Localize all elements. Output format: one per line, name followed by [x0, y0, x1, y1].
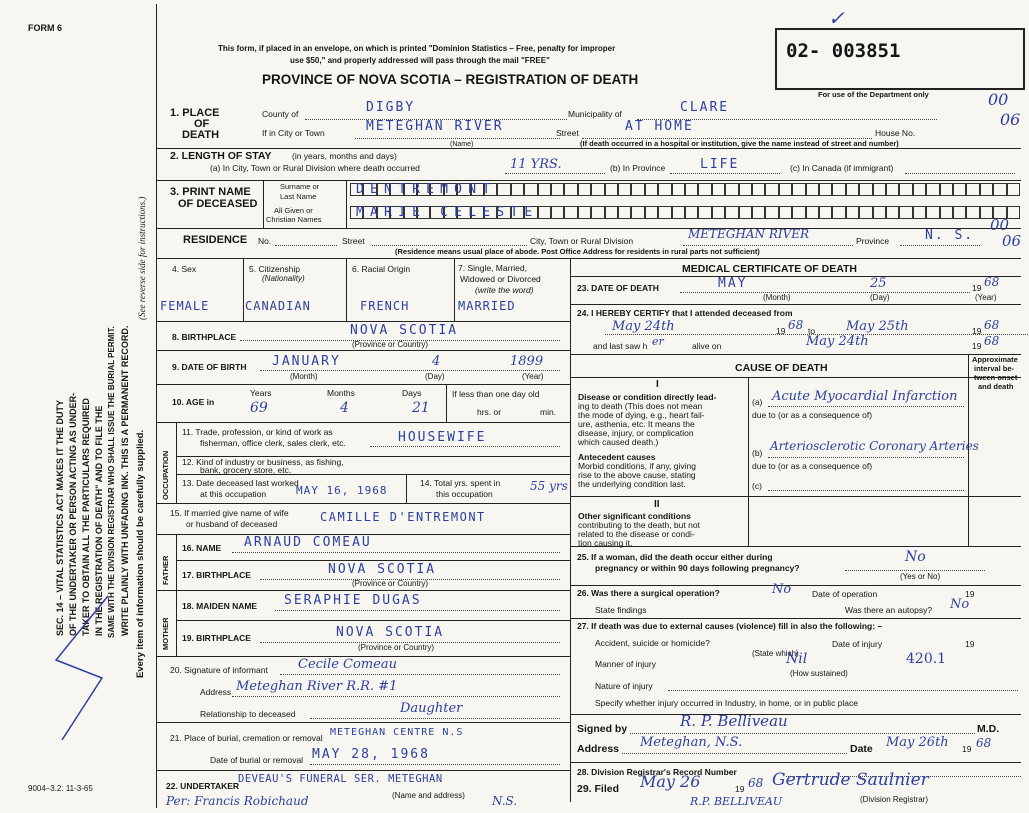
name-letter-cell [578, 206, 591, 219]
informant-signature: Cecile Comeau [298, 657, 397, 672]
q25-value: No [905, 549, 926, 565]
stay-hint: (in years, months and days) [292, 151, 397, 161]
nature-label: Nature of injury [595, 681, 653, 691]
registrar-hint: (Division Registrar) [860, 795, 929, 804]
undertaker-label: 22. UNDERTAKER [166, 781, 240, 791]
name-letter-cell [712, 183, 725, 196]
name-letter-cell [672, 206, 685, 219]
mother-birthplace-label: 19. BIRTHPLACE [182, 633, 251, 643]
q26-value: No [772, 582, 792, 597]
signed-address-label: Address [577, 743, 620, 755]
spouse-value: CAMILLE D'ENTREMONT [320, 510, 486, 524]
to-label: to [808, 326, 816, 336]
form-label: FORM 6 [28, 23, 63, 33]
how-sustained: (How sustained) [790, 669, 848, 678]
occupation-section-label: OCCUPATION [161, 450, 170, 500]
filed-year-prefix: 19 [735, 784, 745, 794]
sex-label: 4. Sex [172, 264, 197, 274]
spouse-label-1: 15. If married give name of wife [170, 508, 289, 518]
name-letter-cell [645, 206, 658, 219]
signed-address: Meteghan, N.S. [640, 735, 743, 750]
alive-on: May 24th [806, 334, 869, 349]
county-value: DIGBY [366, 100, 416, 115]
disease-2: ing to death (This does not mean [578, 401, 703, 411]
signed-date-label: Date [850, 743, 873, 755]
burial-place-label: 21. Place of burial, cremation or removal [170, 733, 323, 743]
other-4: tion causing it. [578, 538, 633, 548]
due-a: due to (or as a consequence of) [752, 410, 873, 420]
marital-value: MARRIED [458, 299, 516, 313]
total-years-label-2: this occupation [436, 489, 493, 499]
place-code-2: 06 [1000, 110, 1021, 129]
residence-no-label: No. [258, 236, 272, 246]
relationship-value: Daughter [400, 701, 463, 716]
mother-section-label: MOTHER [161, 617, 170, 650]
signed-signature: R. P. Belliveau [680, 712, 788, 730]
disease-3: the mode of dying, e.g., heart fail- [578, 410, 705, 420]
name-letter-cell [859, 206, 872, 219]
filed-year: 68 [748, 776, 764, 790]
death-date-label: 23. DATE OF DEATH [577, 283, 659, 293]
last-seen-mark: er [652, 335, 664, 348]
birthplace-value: NOVA SCOTIA [350, 323, 459, 338]
stay-b-value: LIFE [700, 157, 740, 172]
antecedent-1: Morbid conditions, if any, giving [578, 461, 696, 471]
name-letter-cell [926, 206, 939, 219]
name-letter-cell [859, 183, 872, 196]
name-letter-cell [899, 183, 912, 196]
to-year: 68 [984, 318, 1000, 332]
informant-address-label: Address [200, 687, 232, 697]
name-letter-cell [779, 183, 792, 196]
place-label-2: OF [194, 118, 210, 130]
from-year: 68 [788, 318, 804, 332]
antecedent-2: rise to the above cause, stating [578, 470, 696, 480]
name-letter-cell [752, 183, 765, 196]
surname-label-2: Last Name [280, 192, 317, 201]
signed-year: 68 [976, 736, 992, 750]
name-letter-cell [551, 183, 564, 196]
undertaker-ns: N.S. [492, 794, 518, 808]
injury-year-prefix: 19 [965, 639, 975, 649]
trade-value: HOUSEWIFE [398, 430, 487, 445]
side-text-5: SAME WITH THE DIVISION REGISTRAR WHO SHALL ISSUE THE BURIAL PERMIT. [107, 326, 116, 638]
days-label: Days [402, 388, 422, 398]
side-text-2: OF THE UNDERTAKER OR PERSON ACTING AS UNDER- [68, 392, 78, 636]
name-label-2: OF DECEASED [178, 198, 258, 210]
min-label: min. [540, 407, 557, 417]
name-letter-cell [832, 183, 845, 196]
name-label-1: 3. PRINT NAME [170, 186, 251, 198]
certify-label: 24. I HEREBY CERTIFY that I attended deceased from [577, 308, 793, 318]
record-number-label: 28. Division Registrar's Record Number [577, 767, 737, 777]
name-letter-cell [765, 183, 778, 196]
city-value: METEGHAN RIVER [366, 119, 504, 134]
side-text-3: TAKER TO OBTAIN ALL THE PARTICULARS REQUIRED [81, 398, 91, 636]
state-which: (State which) [752, 649, 799, 658]
name-letter-cell [886, 206, 899, 219]
name-letter-cell [618, 183, 631, 196]
residence-note: (Residence means usual place of abode. Post Office Address for residents in rural parts not sufficient) [395, 247, 760, 256]
name-letter-cell [578, 183, 591, 196]
death-year-hint: (Year) [975, 293, 997, 302]
given-label-1: All Given or [274, 206, 313, 215]
surname-value: DENTREMONT [356, 182, 497, 197]
other-3: related to the disease or condi- [578, 529, 695, 539]
name-letter-cell [725, 183, 738, 196]
antecedent-3: the underlying condition last. [578, 479, 686, 489]
part-1: I [656, 379, 659, 390]
disease-4: ure, asthenia, etc. It means the [578, 419, 695, 429]
name-letter-cell [926, 183, 939, 196]
name-letter-cell [913, 183, 926, 196]
name-letter-cell [591, 183, 604, 196]
name-letter-cell [605, 206, 618, 219]
province-value: N. S. [925, 228, 975, 243]
place-label-1: 1. PLACE [170, 107, 220, 119]
undertaker-per: Per: Francis Robichaud [166, 794, 309, 808]
name-letter-cell [1007, 183, 1020, 196]
street-label: Street [556, 128, 579, 138]
death-month: MAY [718, 276, 748, 291]
residence-code-2: 06 [1002, 232, 1022, 250]
stay-a-label: (a) In City, Town or Rural Division where death occurred [210, 163, 420, 173]
residence-code-1: 00 [990, 216, 1010, 234]
name-letter-cell [658, 206, 671, 219]
check-mark-icon: ✓ [828, 6, 845, 30]
dob-month-hint: (Month) [290, 372, 318, 381]
name-letter-cell [899, 206, 912, 219]
name-letter-cell [591, 206, 604, 219]
name-letter-cell [618, 206, 631, 219]
origin-label: 6. Racial Origin [352, 264, 411, 274]
industry-label-1: 12. Kind of industry or business, as fishing, [182, 457, 344, 467]
name-letter-cell [672, 183, 685, 196]
name-letter-cell [792, 183, 805, 196]
other-2: contributing to the death, but not [578, 520, 700, 530]
father-birthplace-label: 17. BIRTHPLACE [182, 570, 251, 580]
autopsy-label: Was there an autopsy? [845, 605, 933, 615]
municipality-value: CLARE [680, 100, 730, 115]
dob-year: 1899 [510, 354, 544, 369]
surname-label-1: Surname or [280, 182, 320, 191]
birthplace-label: 8. BIRTHPLACE [172, 332, 237, 342]
name-letter-cell [873, 183, 886, 196]
place-code-1: 00 [988, 90, 1009, 109]
name-letter-cell [645, 183, 658, 196]
spouse-label-2: or husband of deceased [186, 519, 278, 529]
name-letter-cell [832, 206, 845, 219]
q25-line-2: pregnancy or within 90 days following pregnancy? [595, 563, 800, 573]
given-label-2: Christian Names [266, 215, 322, 224]
due-b: due to (or as a consequence of) [752, 461, 873, 471]
name-letter-cell [940, 183, 953, 196]
mother-name-label: 18. MAIDEN NAME [182, 601, 258, 611]
dob-day-hint: (Day) [425, 372, 445, 381]
name-letter-cell [538, 206, 551, 219]
undertaker-value: DEVEAU'S FUNERAL SER. METEGHAN [238, 773, 443, 785]
years-label: Years [250, 388, 272, 398]
signed-date: May 26th [886, 735, 949, 750]
stay-b-label: (b) In Province [610, 163, 666, 173]
father-birthplace-hint: (Province or Country) [352, 579, 429, 588]
part-2: II [654, 499, 660, 510]
age-years: 69 [250, 400, 268, 416]
father-name-value: ARNAUD COMEAU [244, 535, 372, 550]
name-letter-cell [765, 206, 778, 219]
residence-label: RESIDENCE [183, 234, 248, 246]
citizenship-value: CANADIAN [245, 299, 311, 313]
registrar-signature: Gertrude Saulnier [772, 770, 929, 790]
burial-place-value: METEGHAN CENTRE N.S [330, 727, 464, 738]
attended-to: May 25th [846, 319, 909, 334]
name-letter-cell [725, 206, 738, 219]
side-scribble [48, 590, 128, 750]
name-letter-cell [846, 206, 859, 219]
side-text-7: Every item of information should be carefully supplied. [135, 429, 146, 678]
death-year-prefix: 19 [972, 283, 982, 293]
death-day-hint: (Day) [870, 293, 890, 302]
state-findings: State findings [595, 605, 647, 615]
citizenship-hint: (Nationality) [262, 274, 305, 283]
cause-title: CAUSE OF DEATH [735, 362, 828, 374]
name-letter-cell [806, 183, 819, 196]
given-value: MARIE CELESTE [356, 205, 539, 220]
disease-1: Disease or condition directly lead- [578, 392, 717, 402]
name-letter-cell [966, 206, 979, 219]
signed-year-prefix: 19 [962, 744, 972, 754]
trade-label-2: fisherman, office clerk, sales clerk, etc. [200, 438, 346, 448]
form-code: 9004–3.2: 11-3-65 [28, 784, 93, 793]
informant-sig-label: 20. Signature of informant [170, 665, 268, 675]
informant-address: Meteghan River R.R. #1 [236, 679, 398, 694]
death-month-hint: (Month) [763, 293, 791, 302]
name-letter-cell [779, 206, 792, 219]
name-letter-cell [913, 206, 926, 219]
filed-value: May 26 [640, 772, 701, 791]
last-worked-value: MAY 16, 1968 [296, 484, 388, 497]
name-letter-cell [806, 206, 819, 219]
marital-label-2: Widowed or Divorced [460, 274, 541, 284]
antecedent-title: Antecedent causes [578, 452, 656, 462]
injury-date-label: Date of injury [832, 639, 883, 649]
age-label: 10. AGE in [172, 397, 215, 407]
mother-birthplace-value: NOVA SCOTIA [336, 625, 445, 640]
side-text-1: SEC. 14 – VITAL STATISTICS ACT MAKES IT THE DUTY [55, 399, 65, 636]
name-letter-cell [739, 206, 752, 219]
md-label: M.D. [977, 723, 1000, 735]
death-year: 68 [984, 275, 1000, 289]
name-letter-cell [631, 206, 644, 219]
registrar-initials: R.P. BELLIVEAU [690, 795, 783, 808]
name-letter-cell [966, 183, 979, 196]
other-1: Other significant conditions [578, 511, 691, 521]
name-letter-cell [698, 206, 711, 219]
last-worked-label-2: at this occupation [200, 489, 267, 499]
name-letter-cell [739, 183, 752, 196]
dept-use-label: For use of the Department only [818, 90, 929, 99]
filed-label: 29. Filed [577, 783, 620, 795]
name-letter-cell [953, 183, 966, 196]
header-notice-1: This form, if placed in an envelope, on which is printed "Dominion Statistics – Free, penalty for improper [218, 44, 616, 53]
q25-hint: (Yes or No) [900, 572, 941, 581]
house-label: House No. [875, 128, 916, 138]
total-years-label-1: 14. Total yrs. spent in [420, 478, 501, 488]
cause-a-label: (a) [752, 397, 763, 407]
interval-label-3: tween onset [974, 373, 1018, 382]
name-letter-cell [980, 183, 993, 196]
accident-label: Accident, suicide or homicide? [595, 638, 710, 648]
name-letter-cell [564, 183, 577, 196]
trade-label-1: 11. Trade, profession, or kind of work as [182, 427, 333, 437]
manner-value: Nil [786, 651, 808, 667]
burial-date-label: Date of burial or removal [210, 755, 304, 765]
place-label-3: DEATH [182, 129, 220, 141]
residence-street-label: Street [342, 236, 365, 246]
interval-label-1: Approximate [972, 355, 1018, 364]
name-letter-cell [940, 206, 953, 219]
name-letter-cell [658, 183, 671, 196]
stay-a-value: 11 YRS. [510, 157, 562, 172]
father-section-label: FATHER [161, 555, 170, 585]
name-letter-cell [631, 183, 644, 196]
residence-city-label: City, Town or Rural Division [530, 236, 634, 246]
name-letter-cell [712, 206, 725, 219]
father-birthplace-value: NOVA SCOTIA [328, 562, 437, 577]
name-letter-cell [846, 183, 859, 196]
province-label: Province [856, 236, 890, 246]
to-year-prefix: 19 [972, 326, 982, 336]
sex-value: FEMALE [160, 299, 210, 313]
industry-label-2: bank, grocery store, etc. [200, 465, 292, 475]
municipality-label: Municipality of [568, 109, 622, 119]
name-letter-cell [551, 206, 564, 219]
q26-label: 26. Was there a surgical operation? [577, 588, 720, 598]
name-letter-cell [873, 206, 886, 219]
name-letter-cell [538, 183, 551, 196]
marital-label-3: (write the word) [475, 285, 534, 295]
relationship-label: Relationship to deceased [200, 709, 296, 719]
street-value: AT HOME [625, 119, 694, 134]
age-days: 21 [412, 400, 430, 416]
disease-6: which caused death.) [578, 437, 659, 447]
city-label: If in City or Town [262, 128, 325, 138]
hospital-note: (If death occurred in a hospital or institution, give the name instead of street and number) [580, 139, 899, 148]
birthplace-hint: (Province or Country) [352, 340, 429, 349]
dob-day: 4 [432, 354, 441, 369]
icd-code: 420.1 [906, 651, 947, 667]
specify-label: Specify whether injury occurred in Industry, in home, or in public place [595, 698, 858, 708]
name-letter-cell [685, 183, 698, 196]
alive-on-label: alive on [692, 341, 722, 351]
name-letter-cell [524, 183, 537, 196]
autopsy-value: No [950, 597, 970, 612]
cause-c-label: (c) [752, 481, 762, 491]
burial-date-value: MAY 28, 1968 [312, 747, 430, 762]
registration-number: 02- 003851 [786, 40, 901, 62]
dob-label: 9. DATE OF BIRTH [172, 362, 247, 372]
mother-name-value: SERAPHIE DUGAS [284, 593, 422, 608]
last-seen-label: and last saw h [593, 341, 648, 351]
name-letter-cell [819, 183, 832, 196]
signed-label: Signed by [577, 723, 628, 735]
name-letter-cell [685, 206, 698, 219]
header-notice-2: use $50," and properly addressed will pass through the mail "FREE" [290, 56, 550, 65]
q25-line-1: 25. If a woman, did the death occur either during [577, 552, 773, 562]
side-text-8: (See reverse side for instructions.) [137, 196, 147, 320]
dob-month: JANUARY [272, 354, 341, 369]
interval-label-2: interval be- [974, 364, 1015, 373]
name-letter-cell [886, 183, 899, 196]
name-letter-cell [819, 206, 832, 219]
stay-label: 2. LENGTH OF STAY [170, 150, 272, 162]
county-label: County of [262, 109, 299, 119]
total-years-value: 55 yrs [530, 479, 568, 493]
medical-title: MEDICAL CERTIFICATE OF DEATH [682, 263, 857, 275]
age-months: 4 [340, 400, 349, 416]
name-letter-cell [511, 183, 524, 196]
death-day: 25 [870, 276, 887, 291]
q27-label: 27. If death was due to external causes (violence) fill in also the following: – [577, 621, 883, 631]
from-year-prefix: 19 [776, 326, 786, 336]
dob-year-hint: (Year) [522, 372, 544, 381]
name-letter-cell [752, 206, 765, 219]
mother-birthplace-hint: (Province or Country) [358, 643, 435, 652]
name-letter-cell [698, 183, 711, 196]
side-text-6: WRITE PLAINLY WITH UNFADING INK. THIS IS A PERMANENT RECORD. [120, 325, 130, 636]
less-than-day: If less than one day old [452, 389, 540, 399]
father-name-label: 16. NAME [182, 543, 222, 553]
marital-label-1: 7. Single, Married, [458, 263, 527, 273]
name-letter-cell [993, 183, 1006, 196]
stay-c-label: (c) In Canada (if immigrant) [790, 163, 894, 173]
citizenship-label: 5. Citizenship [249, 264, 301, 274]
disease-5: disease, injury, or complication [578, 428, 694, 438]
origin-value: FRENCH [360, 299, 410, 313]
interval-label-4: and death [978, 382, 1014, 391]
form-title: PROVINCE OF NOVA SCOTIA – REGISTRATION OF DEATH [262, 72, 639, 87]
name-letter-cell [953, 206, 966, 219]
hrs-label: hrs. or [477, 407, 502, 417]
cause-a: Acute Myocardial Infarction [772, 389, 958, 404]
undertaker-hint: (Name and address) [392, 791, 465, 800]
op-date-label: Date of operation [812, 589, 878, 599]
cause-b: Arteriosclerotic Coronary Arteries [770, 439, 979, 453]
alive-year-prefix: 19 [972, 341, 982, 351]
alive-year: 68 [984, 334, 1000, 348]
name-letter-cell [497, 183, 510, 196]
manner-label: Manner of injury [595, 659, 656, 669]
last-worked-label-1: 13. Date deceased last worked [182, 478, 299, 488]
months-label: Months [327, 388, 355, 398]
name-hint: (Name) [450, 141, 474, 148]
residence-city-value: METEGHAN RIVER [688, 227, 810, 241]
name-letter-cell [605, 183, 618, 196]
attended-from: May 24th [612, 319, 675, 334]
name-letter-cell [792, 206, 805, 219]
name-letter-cell [564, 206, 577, 219]
cause-b-label: (b) [752, 448, 763, 458]
op-year-prefix: 19 [965, 589, 975, 599]
side-text-4: IN THE REGISTRATION OF DEATH" AND TO FILE THE [94, 405, 104, 636]
